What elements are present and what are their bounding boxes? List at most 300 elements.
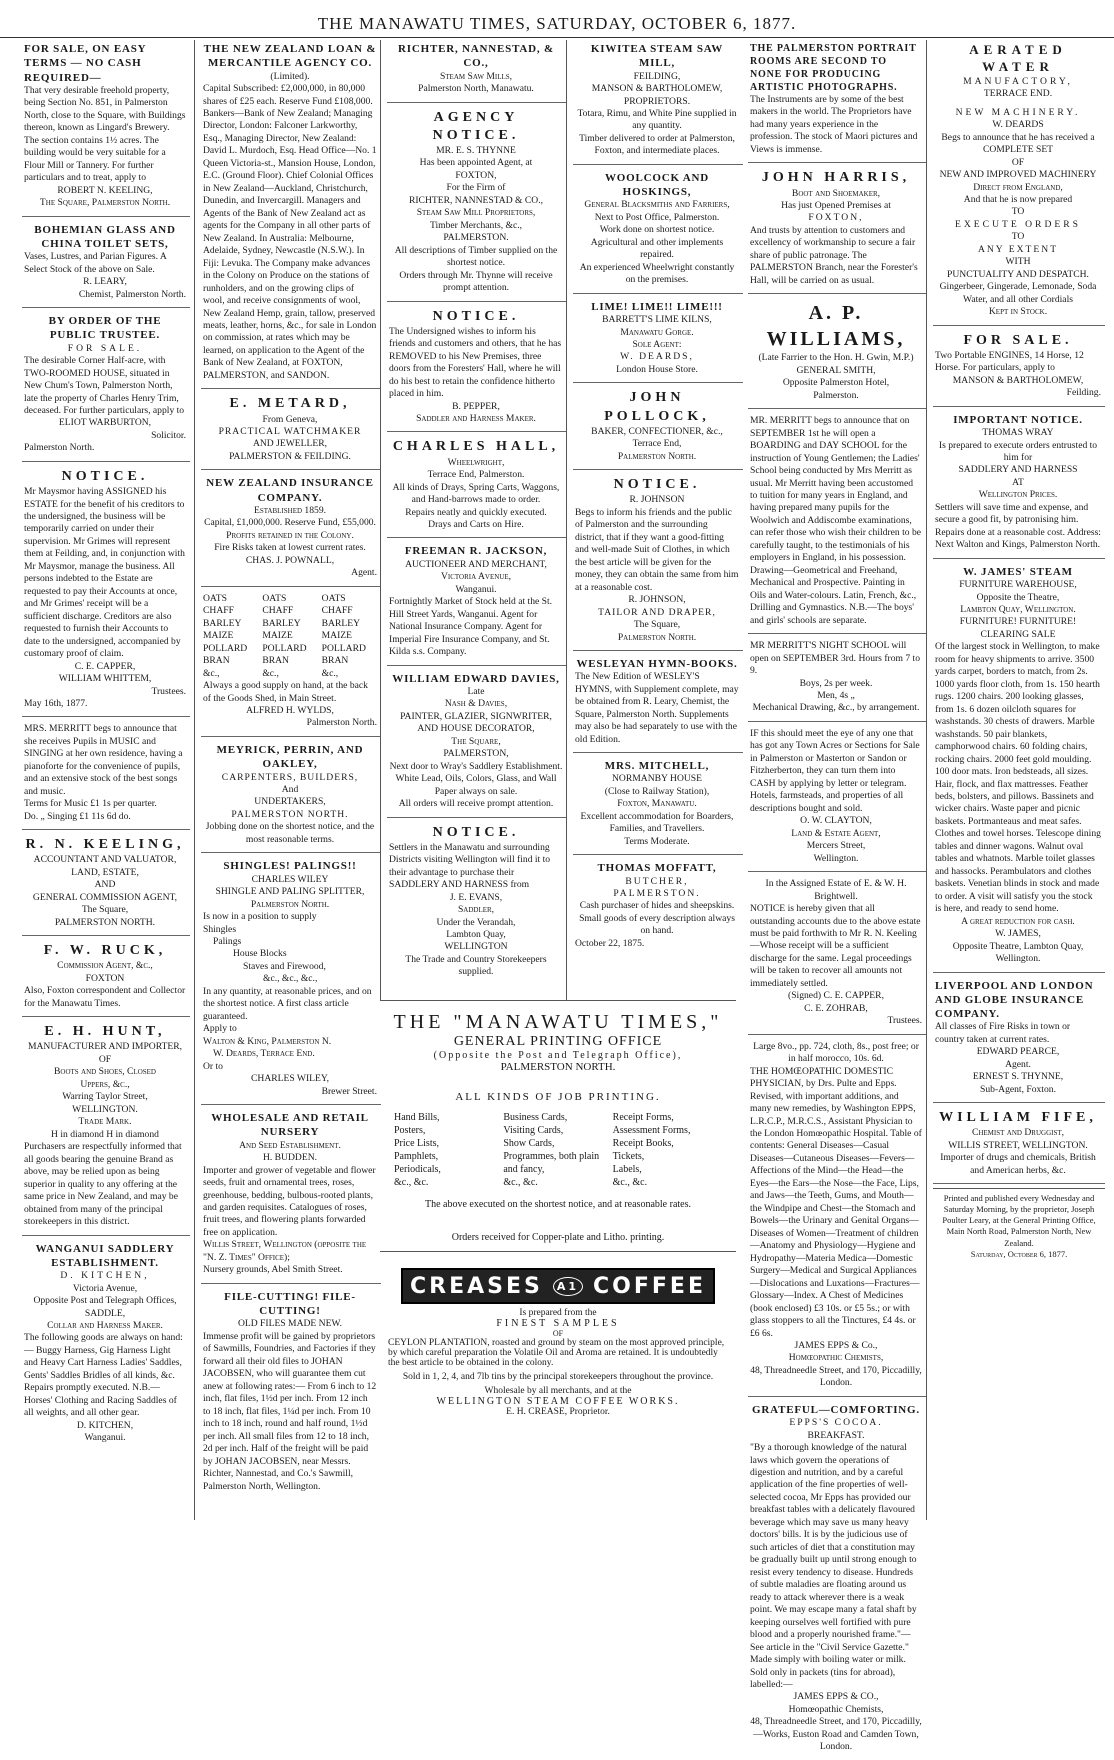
produce-cell: CHAFF (262, 605, 294, 617)
ad-line: FOXTON (85, 972, 125, 984)
ad-line: Opposite Post and Telegraph Offices, (33, 1295, 177, 1307)
ad-terms: Terms Moderate. (624, 835, 690, 847)
ad-title: JOHN HARRIS, (761, 170, 911, 186)
produce-cell: BRAN (203, 655, 230, 667)
ad-title: FOR SALE. (963, 332, 1073, 348)
ad-line: And that he is now prepared (963, 194, 1073, 205)
ad-body: IF this should meet the eye of any one that has got any Town Acres or Sections for Sale in Palmerston or Masterton or Sandon or Fitzherberton, they can turn them into CASH by applying by letter or telegram. Hotels, farmsteads, and properties of all descriptions bought and sold. (750, 727, 920, 814)
ad-line: Mercers Street, (806, 840, 866, 852)
ad-line: 48, Threadneedle Street, and 170, Piccadilly, London. (750, 1364, 922, 1389)
ad-title: THE PALMERSTON PORTRAIT ROOMS ARE SECOND TO NONE FOR PRODUCING ARTISTIC PHOTOGRAPHS. (750, 43, 917, 93)
ad-line: Manawatu Gorge. (620, 326, 694, 338)
ad-body: White Lead, Oils, Colors, Glass, and Wall Paper always on sale. (395, 773, 557, 797)
ad-body: Begs to inform his friends and the public of Palmerston and the surrounding district, that if they want a good-fitting and well-made Suit of Clothes, in which the best article will be given for the money, they can obtain the same from him at a reasonable cost. (575, 506, 739, 593)
produce-cell: BARLEY (321, 617, 361, 629)
ad-title: THOMAS MOFFATT, (597, 862, 717, 875)
ad-body: The Undersigned wishes to inform his friends and customers and others, that he has REMOVED to his New Premises, three doors from the Foresters' Hall, where he will do his best to retain the confidence hitherto placed in him. (389, 325, 562, 400)
ad-signature: ELIOT WARBURTON, (58, 417, 152, 429)
ad-line: Palmerston. (813, 389, 859, 401)
ad-title: AGENCY NOTICE. (432, 109, 520, 143)
ad-davies (387, 670, 567, 818)
column-4 (566, 40, 743, 1000)
ad-line: Staves and Firewood, (243, 960, 326, 972)
ad-name: D. KITCHEN, (60, 1270, 150, 1282)
ad-line: Late (467, 685, 485, 697)
ad-line: AUCTIONEER AND MERCHANT, (405, 558, 547, 570)
ad-merritt-night-school (748, 638, 926, 722)
ad-body: Jobbing done on the shortest notice, and the most reasonable terms. (205, 821, 375, 845)
job-item: Labels, (612, 1164, 642, 1175)
column-5 (742, 40, 926, 1753)
ad-title: CHARLES HALL, (392, 439, 560, 455)
printing-office-ad (380, 1000, 736, 1417)
ad-title: E. METARD, (229, 396, 351, 412)
ad-line: Timber Merchants, &c., (429, 219, 523, 231)
ad-signature: B. PEPPER, (452, 400, 500, 412)
ad-line: The Square, (451, 735, 501, 747)
banner-text: CREASES (410, 1273, 543, 1299)
ad-line: PROPRIETORS. (623, 95, 691, 107)
ad-line: Boot and Shoemaker, (791, 187, 881, 199)
ad-liverpool-insurance (933, 977, 1105, 1104)
ad-body: Importer and grower of vegetable and flower seeds, fruit and ornamental trees, roses, greenhouse, bedding, bulbous-rooted plants, and garden requisites. Catalogues of roses, fruit trees, and flowering plants forwarded free on application. (203, 1164, 376, 1238)
ad-body: And trusts by attention to customers and excellency of workmanship to secure a fair share of public patronage. The PALMERSTON Branch, near the Forester's Hall, will be carried on as usual. (750, 224, 918, 286)
ad-line: Uppers, &c., (80, 1078, 130, 1090)
ad-signature: ALFRED H. WYLDS, (246, 705, 334, 716)
job-item: Pamphlets, (394, 1151, 439, 1162)
job-item: Show Cards, (503, 1138, 555, 1149)
ad-line: Is prepared from the (519, 1308, 597, 1318)
ad-james-furniture (933, 563, 1105, 973)
ad-signature: JAMES EPPS & CO., (793, 1691, 879, 1703)
column-6 (926, 40, 1105, 1520)
ad-title: F. W. RUCK, (43, 943, 167, 959)
ad-line: A great reduction for cash. (961, 915, 1075, 927)
job-printing-list (380, 1111, 736, 1189)
ad-line: AND JEWELLER, (252, 438, 328, 450)
ad-body: Mr Maysmor having ASSIGNED his ESTATE for the benefit of his creditors to the undersigned, the business will be temporarily carried on under their supervision. Mr Grimes will represent them at Feilding, and, in conjunction with Mr Maysmor, manage the business. All persons indebted to the Estate are requested to pay their Accounts at once, and Mr Grimes' receipt will be a sufficient discharge. Creditors are also requested to furnish their Accounts to date to the undersigned, accompanied by customary proof of claim. (24, 486, 185, 660)
ad-line: W. DEARDS, (620, 351, 694, 363)
ad-title: R. N. KEELING, (25, 837, 185, 853)
ad-body: Work done on shortest notice. (599, 224, 715, 236)
ad-line: PUNCTUALITY AND DESPATCH. (947, 268, 1089, 280)
ad-epps-physician (748, 1039, 926, 1397)
ad-line: (Opposite the Post and Telegraph Office), (433, 1050, 683, 1061)
ad-line: UNDERTAKERS, (254, 796, 326, 808)
ad-body: In any quantity, at reasonable prices, and on the shortest notice. A first class article guaranteed. (203, 985, 372, 1022)
ad-line: Next to Post Office, Palmerston. (594, 211, 720, 223)
ad-engines-for-sale (933, 330, 1105, 407)
ad-line: Boys, 2s per week. (799, 677, 873, 689)
ad-line: Mechanical Drawing, &c., by arrangement. (752, 702, 920, 714)
ad-line: ANY EXTENT (977, 243, 1059, 255)
ad-body: All classes of Fire Risks in town or country taken at current rates. (935, 1021, 1071, 1045)
produce-cell: OATS (203, 592, 227, 604)
ad-line: Saddler, (457, 904, 495, 916)
ad-line: WITH (1005, 256, 1031, 268)
produce-cell: &c., (321, 667, 339, 679)
ad-line: (Late Farrier to the Hon. H. Gwin, M.P.) (758, 352, 914, 364)
job-item: Business Cards, (503, 1112, 568, 1123)
ad-line: FEILDING, (633, 70, 681, 82)
ad-title: LIME! LIME!! LIME!!! (591, 300, 723, 313)
ad-body: Orders through Mr. Thynne will receive prompt attention. (399, 269, 553, 294)
ad-line: The Trade and Country Storekeepers supplied. (405, 953, 547, 978)
ad-nursery-budden (201, 1109, 381, 1284)
ad-title: IMPORTANT NOTICE. (953, 413, 1083, 426)
ad-line: LAND, ESTATE, (71, 866, 139, 878)
job-item: Price Lists, (394, 1138, 439, 1149)
ad-line: OF (552, 1329, 564, 1338)
ad-title: NOTICE. (432, 824, 520, 840)
ad-signature: ERNEST S. THYNNE, (972, 1071, 1064, 1083)
ad-line: TERRACE END. (983, 88, 1053, 100)
ad-body: The above executed on the shortest notice, and at reasonable rates. (424, 1199, 691, 1210)
produce-cell: BARLEY (203, 617, 242, 629)
ad-address: Palmerston North. (306, 717, 377, 729)
ad-title: LIVERPOOL AND LONDON AND GLOBE INSURANCE COMPANY. (935, 979, 1094, 1021)
ad-line: ACCOUNTANT AND VALUATOR, (33, 854, 177, 866)
ad-line: PALMERSTON NORTH. (500, 1061, 616, 1073)
job-item: and fancy, (503, 1164, 545, 1175)
produce-cell: BRAN (321, 655, 349, 667)
ad-line: Boots and Shoes, Closed (53, 1066, 156, 1078)
ad-line: Apply to (203, 1023, 237, 1035)
ad-terms: Terms for Music £1 1s per quarter. (24, 798, 157, 810)
ad-meyrick (201, 741, 381, 853)
ad-line: FOXTON, (808, 212, 864, 224)
ad-line: Under the Verandah, (436, 916, 516, 928)
ad-title: BY ORDER OF THE PUBLIC TRUSTEE. (48, 315, 162, 342)
ad-terms: Do. „ Singing £1 11s 6d do. (24, 810, 131, 822)
ad-line: BARRETT'S LIME KILNS, (602, 314, 712, 326)
ad-pollock (573, 387, 743, 470)
ad-mrs-merritt-music (22, 721, 190, 830)
ad-line: FINEST SAMPLES (496, 1318, 620, 1329)
ad-line: TO (1011, 206, 1025, 218)
ad-signature: (Signed) C. E. CAPPER, (788, 990, 884, 1002)
ad-address: Feilding. (1066, 387, 1101, 399)
ad-signature: CHAS. J. POWNALL, (245, 554, 335, 566)
ad-richter (387, 40, 567, 103)
ad-body: Repairs neatly and quickly executed. (405, 506, 547, 518)
ad-notice-johnson (573, 474, 743, 651)
ad-line: Homœopathic Chemists, (788, 1703, 884, 1715)
ad-line: And (281, 784, 299, 795)
ad-line: AND HOUSE DECORATOR, (417, 723, 535, 735)
ad-line: Lambton Quay, (446, 928, 506, 940)
imprint (933, 1188, 1105, 1259)
ad-body: Capital Subscribed: £2,000,000, in 80,000 shares of £25 each. Reserve Fund £108,000. Bankers—Bank of New Zealand; Managing Director, London: Falconer Larkworthy, Esq., Managing Director, New Zealand: David L. Murdoch, Esq. Head Office—No. 1 Queen Victoria-st., Mansion House, London, E.C. (Ground Floor). Chief Colonial Offices in New Zealand—Auckland, Christchurch, Dunedin, and Invercargill. Managers and Agents of the Bank of New Zealand act as agents for the Company in all other parts of New Zealand. In Australia: Melbourne, Adelaide, Sydney, Newcastle (N.S.W.). In Fiji: Levuka. The Company make advances in the Colony on Produce on the stations of runholders, and on the growing clips of wool, and receive consignments of wool, New Zealand Hemp, grain, tallow, preserved meats, leather, horns, &c., for sale in London on commission, at rates which may be learned, on application to the Agent of the Bank of New Zealand, at FOXTON, PALMERSTON, and SANDON. (203, 83, 377, 381)
ad-subtitle: EPPS'S COCOA. (789, 1417, 883, 1429)
ad-signature: O. W. CLAYTON, (800, 815, 872, 827)
ad-john-harris (748, 167, 926, 294)
ad-line: Wellington Prices. (978, 489, 1058, 501)
ad-line: Opposite the Theatre, (976, 591, 1060, 603)
ad-role: Solicitor. (151, 429, 186, 441)
ad-line: BAKER, CONFECTIONER, &c., (591, 425, 723, 437)
ad-body: Next door to Wray's Saddlery Establishment. (389, 760, 563, 772)
ad-title: WANGANUI SADDLERY ESTABLISHMENT. (35, 1242, 175, 1269)
ad-line: PALMERSTON. (443, 232, 509, 244)
ad-line: NEW AND IMPROVED MACHINERY (939, 169, 1097, 181)
ad-line: TAILOR AND DRAPER, (598, 606, 716, 618)
produce-cell: POLLARD (262, 642, 307, 654)
job-item: Programmes, both plain (503, 1151, 600, 1162)
ad-wesleyan (573, 655, 743, 753)
ad-title: MRS. MITCHELL, (604, 760, 710, 773)
ad-line: &c., &c., &c., (263, 973, 318, 985)
ad-moffatt (573, 859, 743, 956)
ad-line: MANUFACTORY, (963, 75, 1073, 87)
ad-keeling-accountant (22, 834, 190, 936)
ad-signature: JAMES EPPS & Co., (794, 1339, 878, 1351)
ad-ruck (22, 940, 190, 1017)
ad-line: Willis Street, Wellington (opposite the "N. Z. Times" Office); (203, 1239, 367, 1263)
ad-title: FREEMAN R. JACKSON, (404, 545, 548, 558)
ad-line: MANSON & BARTHOLOMEW, (591, 83, 723, 95)
ad-oats-wylds (201, 591, 381, 737)
produce-cell: MAIZE (321, 630, 353, 642)
ad-line: WELLINGTON. (72, 1103, 138, 1115)
job-item: &c., &c. (503, 1177, 538, 1188)
ad-body: An experienced Wheelwright constantly on the premises. (579, 261, 735, 286)
ad-line: Victoria Avenue, (440, 571, 512, 583)
ad-subtitle: And Seed Establishment. (239, 1139, 341, 1151)
ad-line: GENERAL COMMISSION AGENT, (32, 891, 178, 903)
ad-body: All kinds of Drays, Spring Carts, Waggons, and Hand-barrows made to order. (392, 481, 560, 506)
imprint-text: Printed and published every Wednesday and Saturday Morning, by the proprietor, Joseph Poulter Leary, at the General Printing Office, Main North Road, Palmerston North, New Zealand. (942, 1193, 1096, 1248)
ad-line: Palmerston North. (250, 898, 330, 910)
ad-title: WILLIAM FIFE, (939, 1110, 1097, 1126)
ad-line: PALMERSTON NORTH. (231, 808, 349, 820)
ad-line: PALMERSTON, (443, 748, 509, 760)
ad-line: Palmerston North. (617, 631, 697, 643)
ad-name: MR. E. S. THYNNE (436, 144, 516, 156)
ad-address: Opposite Theatre, Lambton Quay, Wellington. (952, 940, 1084, 965)
produce-cell: POLLARD (321, 642, 366, 654)
column-1 (22, 40, 190, 1520)
ad-line: Terrace End, Palmerston. (427, 469, 525, 481)
produce-cell: MAIZE (203, 630, 234, 642)
ad-line: ALL KINDS OF JOB PRINTING. (455, 1091, 661, 1103)
ad-line: Chemist and Druggist, (971, 1127, 1065, 1139)
ad-william-fife (933, 1107, 1105, 1184)
masthead-rule (0, 37, 1114, 38)
produce-cell: BRAN (262, 655, 289, 667)
ad-line: BUTCHER, (625, 875, 689, 887)
ad-line: AT (1012, 476, 1024, 488)
ad-line: BREAKFAST. (807, 1429, 865, 1441)
banner-text: COFFEE (593, 1273, 706, 1299)
ad-metard (201, 393, 381, 470)
ad-shingles-wiley (201, 857, 381, 1105)
ad-title: WILLIAM EDWARD DAVIES, (392, 672, 560, 685)
ad-line: Men, 4s „ (817, 690, 855, 701)
ad-body: All descriptions of Timber supplied on the shortest notice. (394, 244, 558, 269)
produce-cell: OATS (321, 592, 346, 604)
ad-line: PALMERSTON NORTH. (54, 916, 156, 928)
ad-signature: WILLIAM WHITTEM, (58, 673, 152, 685)
ad-line: General Blacksmiths and Farriers, (584, 199, 730, 211)
ad-subtitle: FOR SALE. (67, 342, 143, 354)
ad-body: NOTICE is hereby given that all outstanding accounts due to the above estate must be paid forthwith to Mr R. N. Keeling—Whose receipt will be a sufficient discharge for the same. Legal proceedings will be taken to recover all amounts not immediately settled. (750, 903, 921, 989)
ad-body: MR. MERRITT begs to announce that on SEPTEMBER 1st he will open a BOARDING and DAY SCHOOL for the instruction of Young Gentlemen; the Ladies' School being conducted by Mrs Merritt as usual. Mr Merritt having been accustomed to tuition for many years in England, and having prepared many pupils for the Woolwich and Addiscombe examinations, can refer those who wish their children to be carefully taught, to the testimonials of his employers in England, in his possession. Drawing—Geometrical and Freehand, Mechanical and Prospective. Painting in Oils and Water-colours. Latin, French, &c., Drilling and Gymnastics. N.B.—The boys' and girls' schools are separate. (750, 415, 922, 626)
job-item: Assessment Forms, (612, 1125, 691, 1136)
ad-body: Excellent accommodation for Boarders, Families, and Travellers. (580, 810, 734, 835)
produce-cell: CHAFF (203, 605, 234, 617)
ad-title: WESLEYAN HYMN-BOOKS. (576, 657, 738, 670)
ad-line: Palings (213, 935, 242, 947)
ad-line: Or to (203, 1060, 223, 1072)
ad-nz-insurance (201, 474, 381, 586)
ad-line: Has been appointed Agent, at (419, 157, 533, 169)
ad-public-trustee (22, 312, 190, 462)
ad-mitchell (573, 757, 743, 855)
masthead: THE MANAWATU TIMES, SATURDAY, OCTOBER 6, 1877. (317, 14, 797, 33)
ad-title: E. H. HUNT, (44, 1024, 166, 1040)
ad-signature: R. JOHNSON, (628, 594, 686, 606)
ad-line: Sole Agent: (632, 338, 682, 350)
ad-body: Cash purchaser of hides and sheepskins. (579, 900, 735, 912)
crease-coffee-banner (401, 1268, 715, 1304)
ad-line: House Blocks (233, 948, 287, 960)
ad-line: Commission Agent, &c., (57, 960, 153, 972)
ad-body: Vases, Lustres, and Parian Figures. A Select Stock of the above on Sale. (24, 251, 167, 275)
ad-line: COMPLETE SET (982, 144, 1054, 156)
job-list-col (613, 1111, 722, 1189)
ad-line: Palmerston North, Manawatu. (418, 83, 534, 95)
ad-body: Of the largest stock in Wellington, to make room for heavy shipments to arrive. 3500 yards carpet, borders to match, from 2s. 1000 yards floor cloth, from 1s. 150 hearth rugs. 1200 chairs. 200 looking glasses, from 1s. 6 dozen oilcloth squares for washstands. 30 chests of drawers. Marble washstands. 50 pair blankets, camphorwood chairs. 60 folding chairs, rocking chairs. 2000 feet gold moulding. 100 door mats. Iron bedsteads, all sizes. Hair, flock, and flax mattresses. Feather beds, bolsters, and pillows. Bassinets and wicker chairs. Waste paper and picnic baskets. Portmanteaus and meat safes. Clothes and towel horses. Telescope dining tables and dinner wagons. Walnut oval tables and whatnots. Marble toilet glasses and hassocks. Perambulators and clothes baskets. Venetian blinds in stock and made to order. A visit will satisfy you the stock is here, and ready to send home. (935, 641, 1101, 915)
ad-line: Terrace End, (632, 438, 682, 450)
ad-line: NEW MACHINERY. (955, 106, 1081, 118)
ad-role: Agent. (351, 567, 377, 579)
ad-line: Wellington. (813, 852, 859, 864)
ad-line: The Square, (633, 619, 681, 631)
ad-line: EXECUTE ORDERS (955, 218, 1081, 230)
ad-line: Warring Taylor Street, (62, 1091, 148, 1103)
ad-body: The desirable Corner Half-acre, with TWO-ROOMED HOUSE, situated in New Chum's Town, Palmerston North, late the property of Charles Henry Trim, deceased. For further particulars, apply to (24, 355, 185, 416)
job-item: Periodicals, (394, 1164, 441, 1175)
ad-signature: MANSON & BARTHOLOMEW, (952, 374, 1084, 386)
ad-address: Chemist, Palmerston North. (78, 288, 186, 300)
ad-portrait-rooms (748, 40, 926, 163)
ad-line: From Geneva, (262, 413, 318, 425)
ad-date: October 22, 1875. (575, 937, 645, 949)
ad-body: Totara, Rimu, and White Pine supplied in any quantity. (577, 108, 737, 132)
ad-line: CARPENTERS, BUILDERS, (221, 771, 359, 783)
ad-body: That very desirable freehold property, being Section No. 851, in Palmerston North, close to the Square, with Buildings thereon, known as Lingard's Brewery. The section contains 1½ acres. The building would be very suitable for a Flour Mill or Tannery. For further particulars and to treat, apply to (24, 84, 186, 184)
ad-line: WELLINGTON STEAM COFFEE WORKS. (436, 1396, 680, 1407)
ad-line: W. Deards, Terrace End. (213, 1048, 315, 1060)
ad-file-cutting (201, 1288, 381, 1499)
ad-line: CLEARING SALE (980, 628, 1056, 640)
ad-title: W. JAMES' STEAM (963, 565, 1073, 578)
ad-jackson (387, 542, 567, 665)
job-item: &c., &c. (612, 1177, 648, 1188)
job-list-col (394, 1111, 503, 1189)
ad-notice-pepper (387, 306, 567, 433)
ad-line: PAINTER, GLAZIER, SIGNWRITER, (400, 710, 552, 722)
ad-signature: R. LEARY, (83, 276, 127, 288)
ad-aerated-water (933, 40, 1105, 326)
ad-line: Homœopathic Chemists, (788, 1352, 884, 1364)
ad-role: Trustees. (151, 685, 186, 697)
ad-role: Trustees. (887, 1015, 922, 1027)
ad-line: OF (1011, 156, 1025, 168)
ad-line: OF (98, 1053, 112, 1065)
ad-line: PRACTICAL WATCHMAKER (218, 425, 362, 437)
ad-williams-smith (748, 298, 926, 409)
ad-line: Wholesale by all merchants, and at the (484, 1386, 632, 1396)
ad-role: Agent. (1005, 1058, 1031, 1070)
ad-notice-evans (387, 822, 567, 985)
ad-line: AND (94, 879, 116, 891)
ad-title: WHOLESALE AND RETAIL NURSERY (211, 1112, 369, 1139)
produce-cell: BARLEY (262, 617, 301, 629)
ad-body: Small goods of every description always on hand. (579, 912, 735, 937)
produce-grid (203, 593, 377, 680)
produce-cell: CHAFF (321, 605, 353, 617)
ad-address: Wanganui. (84, 1432, 126, 1444)
ad-signature: W. JAMES, (995, 928, 1041, 940)
ad-line: Foxton, Manawatu. (617, 798, 697, 810)
ad-title: FILE-CUTTING! FILE-CUTTING! (224, 1290, 356, 1318)
ad-title: JOHN POLLOCK, (604, 390, 710, 424)
ad-line: Profits retained in the Colony. (226, 529, 354, 541)
ad-body: The New Edition of WESLEY'S HYMNS, with Supplement complete, may be obtained from R. Leary, Chemist, the Square, Palmerston North. Supplements may also be had separately to use with the old Edition. (575, 671, 739, 745)
a1-badge: A1 (553, 1277, 583, 1296)
column-3 (380, 40, 567, 1000)
ad-line: Steam Saw Mill Proprietors, (416, 207, 536, 219)
ad-date: May 16th, 1877. (24, 698, 88, 710)
ad-body: THE HOMŒOPATHIC DOMESTIC PHYSICIAN, by Drs. Pulte and Epps. Revised, with important additions, and many new remedies, by Washington EPPS, L.R.C.P., M.R.C.S., Assistant Physician to the London Homœopathic Hospital. Table of contents: General Diseases—Casual Diseases—Cutaneous Diseases—Fevers—Affections of the Mind—the Head—the Eyes—the Ears—the Nose—the Face, Lips, and Jaws—the Teeth, Gums, and Mouth—the Windpipe and Chest—the Stomach and Bowels—the Urinary and Genital Organs—Diseases of Women—Treatment of children—Anatomy and Physiology—Hygiene and Hydropathy—Materia Medica—Domestic Surgery—Medical and Surgical Appliances—Dislocations and Luxations—Fractures—Glossary—Index. A Chest of Medicines (book enclosed) £3 10s. or £5 5s.; or with glass stoppers to all the Tinctures, £4 4s. or £6 6s. (750, 1065, 922, 1339)
ad-line: The Square, (81, 904, 129, 916)
ad-line: Established 1859. (253, 504, 327, 516)
ad-line: Is now in a position to supply (203, 911, 317, 923)
ad-signature: E. H. CREASE, Proprietor. (506, 1407, 610, 1417)
ad-title: A. P. WILLIAMS, (766, 302, 906, 351)
ad-line: 48, Threadneedle Street, and 170, Piccadilly,—Works, Euston Road and Camden Town, London. (750, 1716, 922, 1753)
ad-title: THE "MANAWATU TIMES," (393, 1011, 723, 1033)
ad-brightwell-estate (748, 876, 926, 1035)
ad-line: FURNITURE WAREHOUSE, (959, 579, 1077, 591)
ad-title: NOTICE. (61, 468, 149, 484)
ad-title: BOHEMIAN GLASS AND CHINA TOILET SETS, (34, 223, 176, 250)
ad-signature: C. E. ZOHRAB, (804, 1002, 868, 1014)
ad-line: Lambton Quay, Wellington. (960, 603, 1076, 615)
ad-subtitle: OLD FILES MADE NEW. (237, 1318, 343, 1330)
ad-line: PALMERSTON. (613, 887, 701, 899)
ad-body: Drays and Carts on Hire. (428, 519, 524, 530)
ad-subtitle: (Limited). (270, 70, 310, 82)
ad-nz-loan (201, 40, 381, 389)
ad-line: RICHTER, NANNESTAD & CO., (408, 194, 544, 206)
ad-line: Walton & King, Palmerston N. (203, 1035, 332, 1047)
ad-body: Two Portable ENGINES, 14 Horse, 12 Horse. For particulars, apply to (935, 349, 1084, 374)
ad-title: MEYRICK, PERRIN, AND OAKLEY, (216, 743, 364, 771)
job-item: Receipt Books, (612, 1138, 674, 1149)
ad-line: Shingles (203, 923, 237, 935)
ad-address: Brewer Street. (321, 1085, 377, 1097)
ad-body: The Instruments are by some of the best makers in the world. The Proprietors have had many years experience in the profession. The stock of Maori pictures and Views is immense. (750, 94, 918, 155)
ad-line: MANUFACTURER AND IMPORTER, (27, 1041, 183, 1053)
ad-title: WOOLCOCK AND HOSKINGS, (604, 171, 710, 199)
ad-signature: D. KITCHEN, (76, 1419, 134, 1431)
ad-name: J. E. EVANS, (449, 891, 503, 903)
produce-cell: MAIZE (262, 630, 293, 642)
ad-line: FOXTON, (455, 169, 497, 181)
